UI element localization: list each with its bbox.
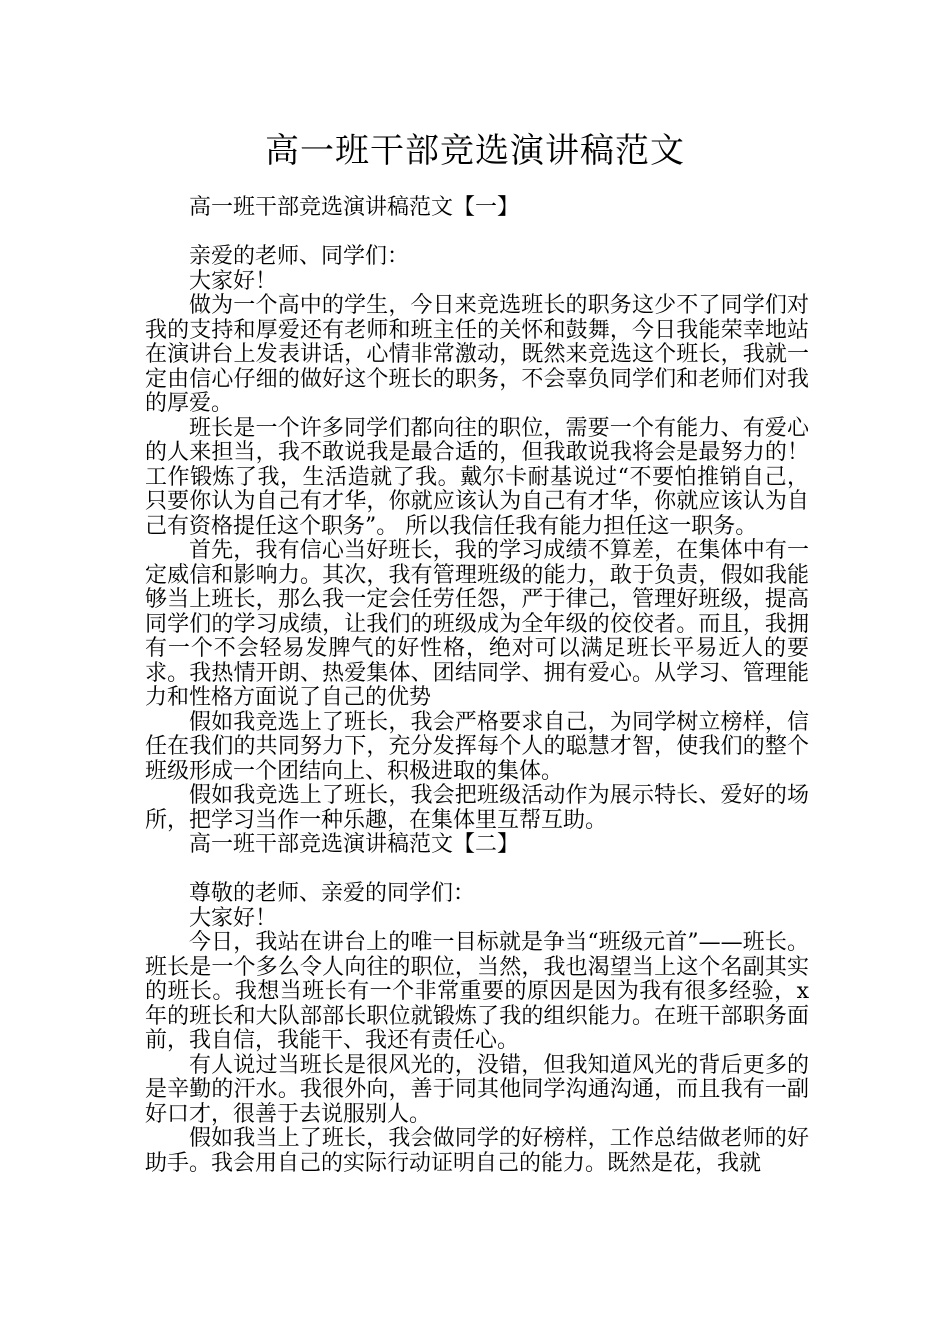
paragraph: 假如我当上了班长，我会做同学的好榜样，工作总结做老师的好助手。我会用自己的实际行动证明自己的能力。既然是花，我就: [145, 1126, 809, 1176]
paragraph: 做为一个高中的学生，今日来竞选班长的职务这少不了同学们对我的支持和厚爱还有老师和班主任的关怀和鼓舞，今日我能荣幸地站在演讲台上发表讲话，心情非常激动，既然来竞选这个班长，我就一定由信心仔细的做好这个班长的职务，不会辜负同学们和老师们对我的厚爱。: [145, 293, 809, 416]
greeting-2: 大家好！: [189, 905, 278, 931]
paragraph: 有人说过当班长是很风光的，没错，但我知道风光的背后更多的是辛勤的汗水。我很外向，善于同其他同学沟通沟通，而且我有一副好口才，很善于去说服别人。: [145, 1052, 809, 1127]
blank-line: [145, 221, 809, 246]
document-title: 高一班干部竞选演讲稿范文: [265, 131, 685, 171]
paragraph: 首先，我有信心当好班长，我的学习成绩不算差，在集体中有一定威信和影响力。其次，我有管理班级的能力，敢于负责，假如我能够当上班长，那么我一定会任劳任怨，严于律己，管理好班级，提高同学们的学习成绩，让我们的班级成为全年级的佼佼者。而且，我拥有一个不会轻易发脾气的好性格，绝对可以满足班长平易近人的要求。我热情开朗、热爱集体、团结同学、拥有爱心。从学习、管理能力和性格方面说了自己的优势: [145, 538, 809, 710]
paragraph: 今日，我站在讲台上的唯一目标就是争当“班级元首”——班长。班长是一个多么令人向往的职位，当然，我也渴望当上这个名副其实的班长。我想当班长有一个非常重要的原因是因为我有很多经验，x 年的班长和大队部部长职位就锻炼了我的组织能力。在班干部职务面前，我自信，我能干、我还有责任心。: [145, 930, 809, 1053]
blank-line: [145, 858, 809, 883]
paragraph: 班长是一个许多同学们都向往的职位，需要一个有能力、有爱心的人来担当，我不敢说我是最合适的，但我敢说我将会是最努力的！工作锻炼了我，生活造就了我。戴尔卡耐基说过“不要怕推销自己，只要你认为自己有才华，你就应该认为自己有才华，你就应该认为自己有资格提任这个职务”。 所以我信任我有能力担任这一职务。: [145, 415, 809, 539]
document-body: [145, 196, 809, 1176]
salutation-2: 尊敬的老师、亲爱的同学们：: [189, 881, 476, 906]
section-heading-2: 高一班干部竞选演讲稿范文【二】: [189, 832, 520, 857]
paragraph: 假如我竞选上了班长，我会严格要求自己，为同学树立榜样，信任在我们的共同努力下，充分发挥每个人的聪慧才智，使我们的整个班级形成一个团结向上、积极进取的集体。: [145, 709, 809, 784]
greeting-1: 大家好！: [189, 268, 278, 294]
paragraph: 假如我竞选上了班长，我会把班级活动作为展示特长、爱好的场所，把学习当作一种乐趣，在集体里互帮互助。: [145, 783, 809, 833]
section-heading-1: 高一班干部竞选演讲稿范文【一】: [189, 195, 520, 220]
salutation-1: 亲爱的老师、同学们：: [189, 244, 410, 269]
